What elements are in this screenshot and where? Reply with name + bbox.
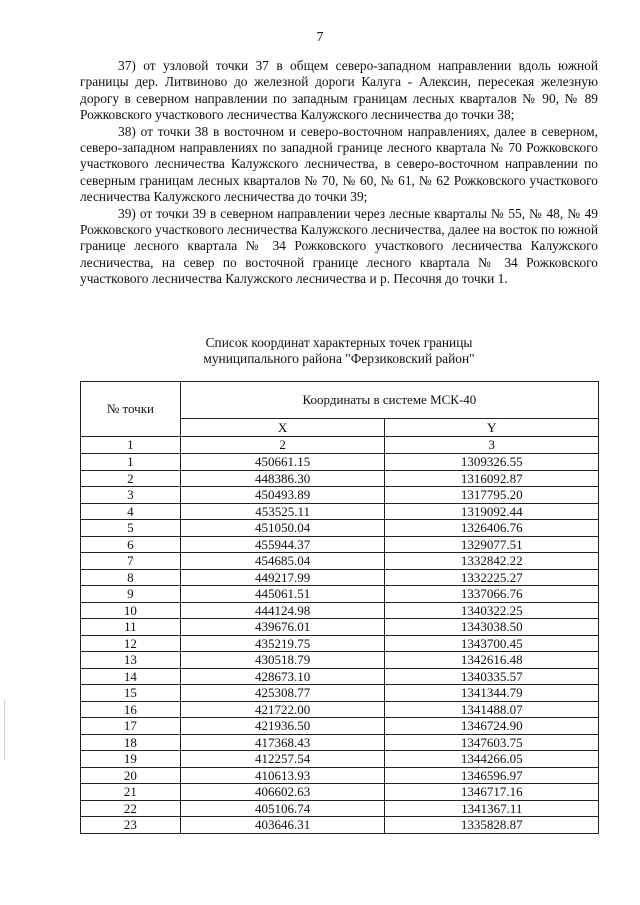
header-point-number: № точки	[81, 382, 181, 437]
point-number-cell: 23	[81, 817, 181, 834]
x-coordinate-cell: 405106.74	[180, 800, 385, 817]
x-coordinate-cell: 425308.77	[180, 685, 385, 702]
y-coordinate-cell: 1346596.97	[385, 767, 599, 784]
x-coordinate-cell: 454685.04	[180, 553, 385, 570]
table-row	[81, 553, 599, 570]
table-row	[81, 487, 599, 504]
body-text	[80, 58, 598, 288]
x-coordinate-cell: 445061.51	[180, 586, 385, 603]
table-row	[81, 503, 599, 520]
x-coordinate-cell: 406602.63	[180, 784, 385, 801]
x-coordinate-cell: 444124.98	[180, 602, 385, 619]
point-number-cell: 21	[81, 784, 181, 801]
table-row	[81, 652, 599, 669]
x-coordinate-cell: 421936.50	[180, 718, 385, 735]
y-coordinate-cell: 1332225.27	[385, 569, 599, 586]
y-coordinate-cell: 1326406.76	[385, 520, 599, 537]
x-coordinate-cell: 421722.00	[180, 701, 385, 718]
y-coordinate-cell: 1317795.20	[385, 487, 599, 504]
page-number: 7	[316, 30, 324, 45]
point-number-cell: 11	[81, 619, 181, 636]
coordinates-table	[80, 381, 599, 834]
x-coordinate-cell: 435219.75	[180, 635, 385, 652]
table-row	[81, 685, 599, 702]
x-coordinate-cell: 455944.37	[180, 536, 385, 553]
table-row	[81, 454, 599, 471]
column-number: 2	[180, 437, 385, 454]
y-coordinate-cell: 1342616.48	[385, 652, 599, 669]
y-coordinate-cell: 1341488.07	[385, 701, 599, 718]
scan-margin-mark	[4, 700, 5, 760]
table-row	[81, 470, 599, 487]
paragraph-38: 38) от точки 38 в восточном и северо-восточном направлениях, далее в северном, северо-западном направлениях по западной границе лесного квартала № 70 Рожковского участкового лесничества Калужского лесничества, в северо-восточном направлении по северным границам лесных кварталов № 70, № 60, № 61, № 62 Рожковского участкового лесничества Калужского лесничества до точки 39;	[80, 123, 598, 205]
y-coordinate-cell: 1343038.50	[385, 619, 599, 636]
y-coordinate-cell: 1340335.57	[385, 668, 599, 685]
x-coordinate-cell: 403646.31	[180, 817, 385, 834]
y-coordinate-cell: 1341367.11	[385, 800, 599, 817]
table-row	[81, 800, 599, 817]
point-number-cell: 17	[81, 718, 181, 735]
table-row	[81, 520, 599, 537]
x-coordinate-cell: 450493.89	[180, 487, 385, 504]
header-coordinate-system: Координаты в системе МСК-40	[180, 382, 598, 419]
table-row	[81, 668, 599, 685]
y-coordinate-cell: 1343700.45	[385, 635, 599, 652]
point-number-cell: 6	[81, 536, 181, 553]
point-number-cell: 2	[81, 470, 181, 487]
y-coordinate-cell: 1344266.05	[385, 751, 599, 768]
y-coordinate-cell: 1347603.75	[385, 734, 599, 751]
column-number: 1	[81, 437, 181, 454]
point-number-cell: 3	[81, 487, 181, 504]
table-row	[81, 586, 599, 603]
table-row	[81, 767, 599, 784]
point-number-cell: 14	[81, 668, 181, 685]
point-number-cell: 8	[81, 569, 181, 586]
point-number-cell: 19	[81, 751, 181, 768]
table-row	[81, 619, 599, 636]
y-coordinate-cell: 1329077.51	[385, 536, 599, 553]
x-coordinate-cell: 448386.30	[180, 470, 385, 487]
table-caption	[80, 335, 598, 367]
table-caption-line-2: муниципального района "Ферзиковский район"	[203, 351, 475, 366]
y-coordinate-cell: 1346724.90	[385, 718, 599, 735]
table-caption-line-1: Список координат характерных точек границы	[205, 335, 473, 350]
x-coordinate-cell: 449217.99	[180, 569, 385, 586]
y-coordinate-cell: 1335828.87	[385, 817, 599, 834]
table-row	[81, 536, 599, 553]
paragraph-39: 39) от точки 39 в северном направлении через лесные кварталы № 55, № 48, № 49 Рожковского участкового лесничества Калужского лесничества, далее на восток по южной границе лесного квартала № 34 Рожковского участкового лесничества Калужского лесничества, на север по восточной границе лесного квартала № 34 Рожковского участкового лесничества Калужского лесничества и р. Песочня до точки 1.	[80, 205, 598, 287]
x-coordinate-cell: 428673.10	[180, 668, 385, 685]
point-number-cell: 13	[81, 652, 181, 669]
paragraph-37: 37) от узловой точки 37 в общем северо-западном направлении вдоль южной границы дер. Литвиново до железной дороги Калуга - Алексин, пересекая железную дорогу в северном направлении по западным границам лесных кварталов № 90, № 89 Рожковского участкового лесничества Калужского лесничества до точки 38;	[80, 58, 598, 123]
point-number-cell: 4	[81, 503, 181, 520]
x-coordinate-cell: 430518.79	[180, 652, 385, 669]
y-coordinate-cell: 1309326.55	[385, 454, 599, 471]
x-coordinate-cell: 450661.15	[180, 454, 385, 471]
y-coordinate-cell: 1332842.22	[385, 553, 599, 570]
table-row	[81, 602, 599, 619]
column-number: 3	[385, 437, 599, 454]
x-coordinate-cell: 451050.04	[180, 520, 385, 537]
point-number-cell: 9	[81, 586, 181, 603]
table-body	[81, 454, 599, 834]
table-row	[81, 751, 599, 768]
table-row	[81, 734, 599, 751]
table-row	[81, 635, 599, 652]
point-number-cell: 15	[81, 685, 181, 702]
point-number-cell: 18	[81, 734, 181, 751]
table-row	[81, 817, 599, 834]
table-row	[81, 569, 599, 586]
y-coordinate-cell: 1319092.44	[385, 503, 599, 520]
x-coordinate-cell: 412257.54	[180, 751, 385, 768]
x-coordinate-cell: 439676.01	[180, 619, 385, 636]
table-row	[81, 784, 599, 801]
y-coordinate-cell: 1346717.16	[385, 784, 599, 801]
y-coordinate-cell: 1337066.76	[385, 586, 599, 603]
point-number-cell: 10	[81, 602, 181, 619]
point-number-cell: 12	[81, 635, 181, 652]
point-number-cell: 20	[81, 767, 181, 784]
header-y: Y	[385, 419, 599, 437]
table-row	[81, 718, 599, 735]
table-row	[81, 701, 599, 718]
y-coordinate-cell: 1316092.87	[385, 470, 599, 487]
point-number-cell: 1	[81, 454, 181, 471]
point-number-cell: 5	[81, 520, 181, 537]
point-number-cell: 16	[81, 701, 181, 718]
header-x: X	[180, 419, 385, 437]
x-coordinate-cell: 410613.93	[180, 767, 385, 784]
point-number-cell: 7	[81, 553, 181, 570]
x-coordinate-cell: 417368.43	[180, 734, 385, 751]
point-number-cell: 22	[81, 800, 181, 817]
y-coordinate-cell: 1340322.25	[385, 602, 599, 619]
x-coordinate-cell: 453525.11	[180, 503, 385, 520]
y-coordinate-cell: 1341344.79	[385, 685, 599, 702]
